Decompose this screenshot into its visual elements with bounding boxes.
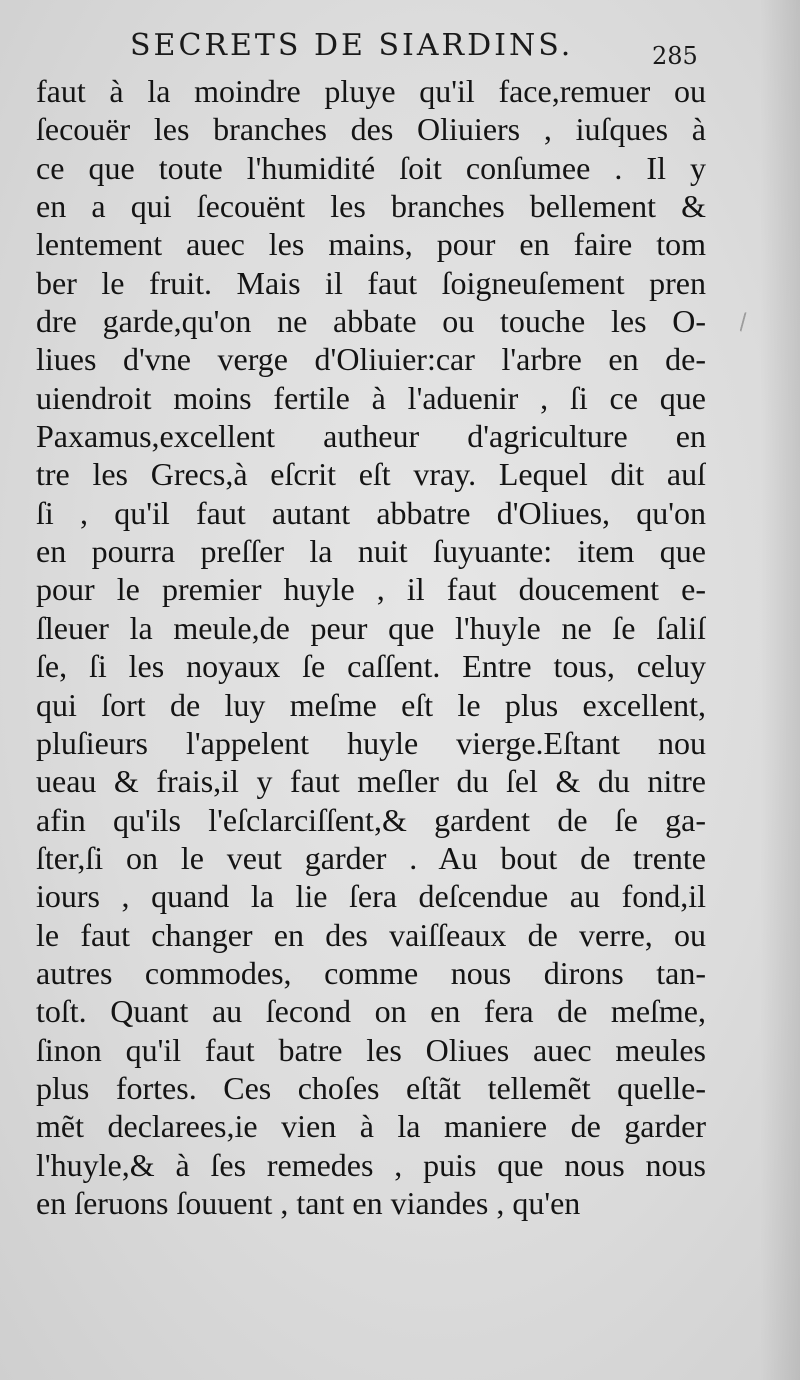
text-line: le faut changer en des vaiſſeaux de verre, ou	[36, 916, 706, 953]
text-line: en a qui ſecouënt les branches bellement &	[36, 188, 706, 225]
page-edge-shadow	[760, 0, 800, 1380]
text-line: en pourra preſſer la nuit ſuyuante: item que	[36, 533, 706, 570]
page-header	[0, 24, 800, 72]
text-line: dre garde,qu'on ne abbate ou touche les O-	[36, 303, 706, 340]
text-line: Paxamus,excellent autheur d'agriculture en	[36, 418, 706, 455]
text-line: ſleuer la meule,de peur que l'huyle ne ſe ſaliſ	[36, 609, 706, 646]
text-line: ſe, ſi les noyaux ſe caſſent. Entre tous, celuy	[36, 648, 706, 685]
text-line: ſecouër les branches des Oliuiers , iuſques à	[36, 111, 706, 148]
text-line: ueau & frais,il y faut meſler du ſel & du nitre	[36, 763, 706, 800]
margin-mark	[739, 312, 748, 332]
text-line: toſt. Quant au ſecond on en fera de meſme,	[36, 993, 706, 1030]
text-line: liues d'vne verge d'Oliuier:car l'arbre en de-	[36, 341, 706, 378]
text-line: afin qu'ils l'eſclarciſſent,& gardent de ſe ga-	[36, 801, 706, 838]
text-line: iours , quand la lie ſera deſcendue au fond,il	[36, 878, 706, 915]
text-line: l'huyle,& à ſes remedes , puis que nous nous	[36, 1146, 706, 1183]
body-text	[36, 72, 706, 1222]
text-line: en ſeruons ſouuent , tant en viandes , qu'en	[36, 1184, 581, 1221]
text-line: ber le fruit. Mais il faut ſoigneuſement pren	[36, 264, 706, 301]
text-line: ce que toute l'humidité ſoit conſumee . Il y	[36, 149, 706, 186]
text-line: qui ſort de luy meſme eſt le plus excellent,	[36, 686, 706, 723]
text-line: lentement auec les mains, pour en faire tom	[36, 226, 706, 263]
page-number: 285	[652, 42, 698, 70]
text-line: ſinon qu'il faut batre les Oliues auec meules	[36, 1031, 706, 1068]
text-line: ſi , qu'il faut autant abbatre d'Oliues, qu'on	[36, 494, 706, 531]
running-title: SECRETS DE SIARDINS.	[130, 28, 574, 63]
text-line: tre les Grecs,à eſcrit eſt vray. Lequel dit auſ	[36, 456, 706, 493]
text-line: plus fortes. Ces choſes eſtãt tellemẽt quelle-	[36, 1069, 706, 1106]
text-line: autres commodes, comme nous dirons tan-	[36, 954, 706, 991]
text-line: pour le premier huyle , il faut doucement e-	[36, 571, 706, 608]
text-line: pluſieurs l'appelent huyle vierge.Eſtant nou	[36, 724, 706, 761]
text-line: ſter,ſi on le veut garder . Au bout de trente	[36, 839, 706, 876]
text-line: mẽt declarees,ie vien à la maniere de garder	[36, 1108, 706, 1145]
text-line: faut à la moindre pluye qu'il face,remuer ou	[36, 73, 706, 109]
text-line: uiendroit moins fertile à l'aduenir , ſi ce que	[36, 379, 706, 416]
